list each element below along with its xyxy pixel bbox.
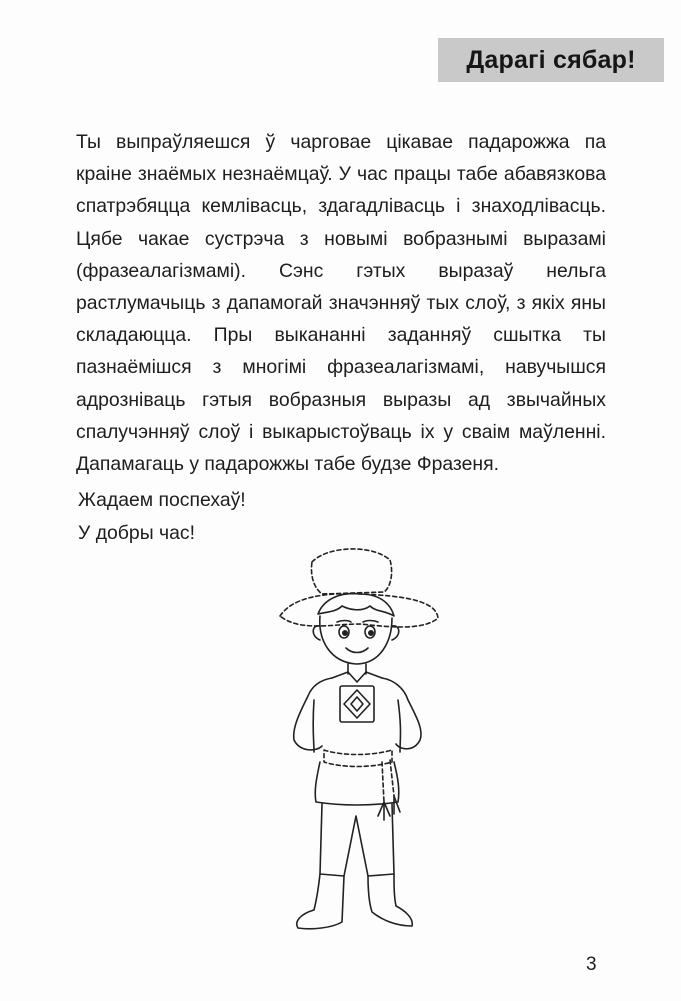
intro-paragraph: Ты выпраўляешся ў чарговае цікавае падарожжа па краіне знаёмых незнаёмцаў. У час працы табе абавязкова спатрэбяцца кемлівасць, здагадлівасць і знаходлівасць. Цябе чакае сустрэча з новымі вобразнымі выразамі (фразеалагізмамі). Сэнс гэтых выразаў нельга растлумачыць з дапамогай значэнняў тых слоў, з якіх яны складаюцца. Пры выкананні заданняў сшытка ты пазнаёмішся з многімі фразеалагізмамі, навучышся адрозніваць гэтыя вобразныя выразы ад звычайных спалучэнняў слоў і выкарыстоўваць іх у сваім маўленні. Дапамагаць у падарожжы табе будзе Фразеня. xyxy=(76,131,606,476)
page-title-banner xyxy=(438,38,664,82)
page-title: Дарагі сябар! xyxy=(466,45,636,74)
boy-character-icon xyxy=(272,540,442,940)
closing-greeting: У добры час! xyxy=(78,522,195,544)
page-number: 3 xyxy=(586,954,597,975)
closing-wish: Жадаем поспехаў! xyxy=(78,489,246,511)
